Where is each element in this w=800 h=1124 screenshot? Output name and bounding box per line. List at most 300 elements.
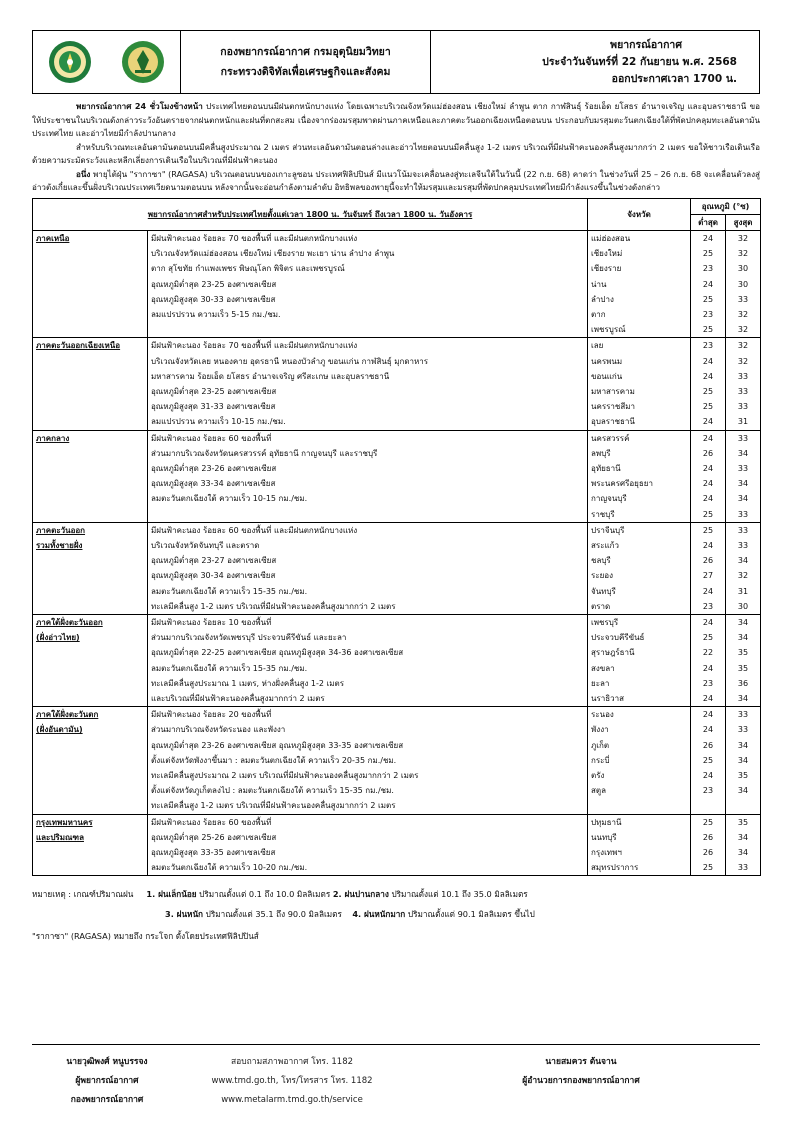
region-name: [33, 584, 148, 599]
temp-min: 22: [691, 645, 726, 660]
temp-min: 24: [691, 277, 726, 292]
region-name: ภาคใต้ฝั่งตะวันตก: [33, 707, 148, 723]
forecaster-role: ผู้พยากรณ์อากาศ: [75, 1076, 139, 1086]
province-name: ตรัง: [588, 768, 691, 783]
province-name: น่าน: [588, 277, 691, 292]
temp-min: 27: [691, 568, 726, 583]
table-row: [33, 599, 761, 615]
province-name: สมุทรปราการ: [588, 860, 691, 876]
province-name: เชียงใหม่: [588, 246, 691, 261]
temp-min: 25: [691, 246, 726, 261]
director-name: นายสมควร ต้นจาน: [545, 1057, 617, 1067]
temp-max: 30: [726, 261, 761, 276]
table-row: [33, 507, 761, 523]
table-row: [33, 277, 761, 292]
region-name: ภาคกลาง: [33, 430, 148, 446]
forecast-title-block: [431, 31, 759, 93]
region-forecast-line: บริเวณจังหวัดจันทบุรี และตราด: [148, 538, 588, 553]
temp-max: 33: [726, 538, 761, 553]
criteria-1-value: ปริมาณตั้งแต่ 0.1 ถึง 10.0 มิลลิเมตร: [196, 889, 333, 900]
temp-min: 24: [691, 461, 726, 476]
contact-info: [182, 1045, 402, 1116]
region-forecast-line: อุณหภูมิสูงสุด 30-34 องศาเซลเซียส: [148, 568, 588, 583]
table-row: [33, 261, 761, 276]
table-row: [33, 384, 761, 399]
notes-label: หมายเหตุ : เกณฑ์ปริมาณฝน: [32, 889, 134, 900]
temp-max: 34: [726, 614, 761, 630]
region-name: [33, 307, 148, 322]
region-forecast-line: บริเวณจังหวัดแม่ฮ่องสอน เชียงใหม่ เชียงราย พะเยา น่าน ลำปาง ลำพูน: [148, 246, 588, 261]
table-row: [33, 414, 761, 430]
temp-max: 33: [726, 860, 761, 876]
province-name: เพชรบูรณ์: [588, 322, 691, 338]
forecaster-signature: [32, 1045, 182, 1116]
table-row: [33, 491, 761, 506]
region-forecast-line: และบริเวณที่มีฝนฟ้าคะนองคลื่นสูงมากกว่า 2 เมตร: [148, 691, 588, 707]
table-row: [33, 860, 761, 876]
summary-note-lead: อนึ่ง: [76, 168, 91, 179]
region-name: ภาคตะวันออกเฉียงเหนือ: [33, 338, 148, 354]
region-forecast-line: มีฝนฟ้าคะนอง ร้อยละ 60 ของพื้นที่: [148, 430, 588, 446]
region-forecast-line: อุณหภูมิต่ำสุด 25-26 องศาเซลเซียส: [148, 830, 588, 845]
temp-min: 24: [691, 768, 726, 783]
province-name: อุบลราชธานี: [588, 414, 691, 430]
province-name: นครพนม: [588, 354, 691, 369]
table-row: [33, 798, 761, 814]
region-forecast-line: [148, 507, 588, 523]
summary-paragraph-3: [32, 168, 760, 195]
province-name: จันทบุรี: [588, 584, 691, 599]
province-name: ระนอง: [588, 707, 691, 723]
region-forecast-line: บริเวณจังหวัดเลย หนองคาย อุดรธานี หนองบัวลำภู ขอนแก่น กาฬสินธุ์ มุกดาหาร: [148, 354, 588, 369]
region-name: และปริมณฑล: [33, 830, 148, 845]
temp-max: 34: [726, 738, 761, 753]
table-row: [33, 430, 761, 446]
region-forecast-line: ลมตะวันตกเฉียงใต้ ความเร็ว 10-15 กม./ชม.: [148, 491, 588, 506]
province-name: กาญจนบุรี: [588, 491, 691, 506]
region-forecast-line: มีฝนฟ้าคะนอง ร้อยละ 60 ของพื้นที่ และมีฝนตกหนักบางแห่ง: [148, 522, 588, 538]
summary-text-3: พายุไต้ฝุ่น "รากาซา" (RAGASA) บริเวณตอนบนของเกาะลูซอน ประเทศฟิลิปปินส์ มีแนวโน้มจะเคลื่อนลงสู่ทะเลจีนใต้ในวันนี้ (22 ก.ย. 68) คาดว่า ในช่วงวันที่ 25 – 26 ก.ย. 68 จะเคลื่อนตัวลงสู่อ่าวตังเกี๋ยและขึ้นฝั่งบริเวณประเทศเวียดนามตอนบน หลังจากนั้นจะอ่อนกำลังตามลำดับ อิทธิพลของพายุนี้จะทำให้มรสุมและมรสุมที่พัดปกคลุมประเทศไทยมีกำลังแรงขึ้นในช่วงดังกล่าว: [32, 168, 760, 192]
province-name: สุราษฎร์ธานี: [588, 645, 691, 660]
table-row: [33, 538, 761, 553]
table-row: [33, 292, 761, 307]
region-name: รวมทั้งชายฝั่ง: [33, 538, 148, 553]
temp-min: 24: [691, 476, 726, 491]
region-name: [33, 322, 148, 338]
table-row: [33, 307, 761, 322]
table-row: [33, 722, 761, 737]
footer: [32, 1044, 760, 1116]
temp-max: 34: [726, 783, 761, 798]
table-row: [33, 322, 761, 338]
province-name: นครราชสีมา: [588, 399, 691, 414]
summary-paragraph-1: [32, 100, 760, 141]
temp-max: 32: [726, 568, 761, 583]
province-name: ราชบุรี: [588, 507, 691, 523]
region-name: [33, 661, 148, 676]
storm-name-note: "รากาซา" (RAGASA) หมายถึง กระโจก ตั้งโดยประเทศฟิลิปปินส์: [32, 931, 259, 942]
region-forecast-line: ตั้งแต่จังหวัดภูเก็ตลงไป : ลมตะวันตกเฉียงใต้ ความเร็ว 15-35 กม./ชม.: [148, 783, 588, 798]
temp-max: 33: [726, 384, 761, 399]
temp-max: 30: [726, 277, 761, 292]
province-name: ยะลา: [588, 676, 691, 691]
table-header-main: พยากรณ์อากาศสำหรับประเทศไทยตั้งแต่เวลา 1800 น. วันจันทร์ ถึงเวลา 1800 น. วันอังคาร: [33, 198, 588, 230]
table-row: [33, 553, 761, 568]
region-name: [33, 599, 148, 615]
issued-time: ออกประกาศเวลา 1700 น.: [611, 72, 737, 85]
region-forecast-line: ลมตะวันตกเฉียงใต้ ความเร็ว 15-35 กม./ชม.: [148, 661, 588, 676]
temp-min: 24: [691, 661, 726, 676]
table-header-max: สูงสุด: [726, 214, 761, 230]
temp-max: 34: [726, 476, 761, 491]
table-row: [33, 230, 761, 246]
temp-min: 24: [691, 414, 726, 430]
province-name: ตราด: [588, 599, 691, 615]
temp-max: 34: [726, 830, 761, 845]
temp-min: 25: [691, 292, 726, 307]
temp-max: 35: [726, 661, 761, 676]
criteria-1-key: 1. ฝนเล็กน้อย: [146, 889, 197, 900]
contact-website[interactable]: www.tmd.go.th, โทร/โทรสาร โทร. 1182: [211, 1076, 373, 1086]
temp-min: 25: [691, 860, 726, 876]
temp-min: 23: [691, 783, 726, 798]
region-name: [33, 476, 148, 491]
region-forecast-line: ส่วนมากบริเวณจังหวัดระนอง และพังงา: [148, 722, 588, 737]
region-forecast-line: มีฝนฟ้าคะนอง ร้อยละ 70 ของพื้นที่ และมีฝนตกหนักบางแห่ง: [148, 230, 588, 246]
temp-max: 31: [726, 414, 761, 430]
region-name: [33, 292, 148, 307]
province-name: ตาก: [588, 307, 691, 322]
temp-max: 32: [726, 322, 761, 338]
table-row: [33, 338, 761, 354]
region-forecast-line: อุณหภูมิสูงสุด 30-33 องศาเซลเซียส: [148, 292, 588, 307]
region-forecast-line: อุณหภูมิต่ำสุด 23-26 องศาเซลเซียส: [148, 461, 588, 476]
region-name: ภาคตะวันออก: [33, 522, 148, 538]
region-name: [33, 768, 148, 783]
region-forecast-line: มีฝนฟ้าคะนอง ร้อยละ 10 ของพื้นที่: [148, 614, 588, 630]
temp-max: [726, 798, 761, 814]
region-forecast-line: ลมแปรปรวน ความเร็ว 5-15 กม./ชม.: [148, 307, 588, 322]
temp-min: 24: [691, 230, 726, 246]
temp-max: 31: [726, 584, 761, 599]
temp-min: 24: [691, 491, 726, 506]
temp-max: 32: [726, 307, 761, 322]
region-name: [33, 507, 148, 523]
temp-max: 33: [726, 430, 761, 446]
temp-max: 32: [726, 246, 761, 261]
region-name: [33, 798, 148, 814]
temp-max: 34: [726, 630, 761, 645]
logos: [33, 31, 181, 93]
temp-min: [691, 798, 726, 814]
region-name: [33, 738, 148, 753]
region-name: [33, 446, 148, 461]
temp-min: 25: [691, 753, 726, 768]
province-name: นราธิวาส: [588, 691, 691, 707]
table-header-province: จังหวัด: [588, 198, 691, 230]
temp-min: 25: [691, 630, 726, 645]
region-name: ภาคใต้ฝั่งตะวันออก: [33, 614, 148, 630]
table-row: [33, 845, 761, 860]
department-line-1: กองพยากรณ์อากาศ กรมอุตุนิยมวิทยา: [220, 46, 391, 58]
temp-min: 26: [691, 845, 726, 860]
table-header-min: ต่ำสุด: [691, 214, 726, 230]
temp-max: 33: [726, 399, 761, 414]
province-name: นครสวรรค์: [588, 430, 691, 446]
department: [181, 31, 431, 93]
table-body: [33, 230, 761, 876]
region-name: [33, 568, 148, 583]
temp-min: 26: [691, 446, 726, 461]
table-row: [33, 707, 761, 723]
region-name: [33, 277, 148, 292]
province-name: กระบี่: [588, 753, 691, 768]
temp-max: 34: [726, 446, 761, 461]
region-name: [33, 399, 148, 414]
table-row: [33, 676, 761, 691]
region-forecast-line: ลมตะวันตกเฉียงใต้ ความเร็ว 15-35 กม./ชม.: [148, 584, 588, 599]
temp-min: 24: [691, 584, 726, 599]
temp-min: 23: [691, 307, 726, 322]
region-name: [33, 691, 148, 707]
department-line-2: กระทรวงดิจิทัลเพื่อเศรษฐกิจและสังคม: [220, 66, 391, 78]
region-name: [33, 645, 148, 660]
region-name: [33, 753, 148, 768]
province-name: ภูเก็ต: [588, 738, 691, 753]
temp-max: 33: [726, 369, 761, 384]
temp-min: 24: [691, 614, 726, 630]
summary: [32, 100, 760, 195]
table-row: [33, 522, 761, 538]
forecaster-department: กองพยากรณ์อากาศ: [70, 1095, 144, 1105]
table-header-temperature: อุณหภูมิ (°ซ): [691, 198, 761, 214]
region-name: [33, 845, 148, 860]
region-forecast-line: ทะเลมีคลื่นสูงประมาณ 1 เมตร, ห่างฝั่งคลื่นสูง 1-2 เมตร: [148, 676, 588, 691]
criteria-3-key: 3. ฝนหนัก: [165, 909, 204, 920]
province-name: ลำปาง: [588, 292, 691, 307]
region-forecast-line: ตาก สุโขทัย กำแพงเพชร พิษณุโลก พิจิตร และเพชรบูรณ์: [148, 261, 588, 276]
temp-min: 24: [691, 691, 726, 707]
forecaster-name: นายวุฒิพงศ์ หนูบรรจง: [66, 1057, 148, 1067]
region-forecast-line: ส่วนมากบริเวณจังหวัดเพชรบุรี ประจวบคีรีขันธ์ และยะลา: [148, 630, 588, 645]
temp-min: 25: [691, 507, 726, 523]
table-row: [33, 614, 761, 630]
summary-lead: พยากรณ์อากาศ 24 ชั่วโมงข้างหน้า: [76, 101, 203, 111]
temp-min: 25: [691, 322, 726, 338]
region-forecast-line: อุณหภูมิต่ำสุด 22-25 องศาเซลเซียส อุณหภูมิสูงสุด 34-36 องศาเซลเซียส: [148, 645, 588, 660]
temp-min: 24: [691, 538, 726, 553]
province-name: เลย: [588, 338, 691, 354]
temp-max: 33: [726, 722, 761, 737]
region-forecast-line: ทะเลมีคลื่นสูงประมาณ 2 เมตร บริเวณที่มีฝนฟ้าคะนองคลื่นสูงมากกว่า 2 เมตร: [148, 768, 588, 783]
region-forecast-line: มหาสารคาม ร้อยเอ็ด ยโสธร อำนาจเจริญ ศรีสะเกษ และอุบลราชธานี: [148, 369, 588, 384]
table-row: [33, 354, 761, 369]
region-forecast-line: อุณหภูมิต่ำสุด 23-27 องศาเซลเซียส: [148, 553, 588, 568]
temp-max: 33: [726, 461, 761, 476]
temp-max: 30: [726, 599, 761, 615]
region-forecast-line: ส่วนมากบริเวณจังหวัดนครสวรรค์ อุทัยธานี กาญจนบุรี และราชบุรี: [148, 446, 588, 461]
table-row: [33, 753, 761, 768]
director-role: ผู้อำนวยการกองพยากรณ์อากาศ: [522, 1076, 640, 1086]
region-name: (ฝั่งอ่าวไทย): [33, 630, 148, 645]
criteria-2-key: 2. ฝนปานกลาง: [332, 889, 389, 900]
criteria-4-value: ปริมาณตั้งแต่ 90.1 มิลลิเมตร ขึ้นไป: [405, 909, 535, 920]
temp-max: 33: [726, 507, 761, 523]
province-name: สงขลา: [588, 661, 691, 676]
region-name: (ฝั่งอันดามัน): [33, 722, 148, 737]
summary-text-2: สำหรับบริเวณทะเลอันดามันตอนบนมีคลื่นสูงประมาณ 2 เมตร ส่วนทะเลอันดามันตอนล่างและอ่าวไทยตอนบนมีคลื่นสูง 1-2 เมตร บริเวณที่มีฝนฟ้าคะนองคลื่นสูงมากกว่า 2 เมตร ขอให้ชาวเรือเดินเรือด้วยความระมัดระวังและหลีกเลี่ยงการเดินเรือในบริเวณที่มีฝนฟ้าคะนอง: [32, 141, 760, 165]
temp-max: 32: [726, 354, 761, 369]
region-name: [33, 783, 148, 798]
region-name: [33, 246, 148, 261]
region-forecast-line: มีฝนฟ้าคะนอง ร้อยละ 60 ของพื้นที่: [148, 814, 588, 830]
region-forecast-line: [148, 322, 588, 338]
province-name: พระนครศรีอยุธยา: [588, 476, 691, 491]
region-name: [33, 553, 148, 568]
table-row: [33, 661, 761, 676]
temp-min: 23: [691, 676, 726, 691]
criteria-3-value: ปริมาณตั้งแต่ 35.1 ถึง 90.0 มิลลิเมตร: [203, 909, 342, 920]
region-forecast-line: ลมแปรปรวน ความเร็ว 10-15 กม./ชม.: [148, 414, 588, 430]
summary-paragraph-2: [32, 141, 760, 168]
temp-max: 34: [726, 845, 761, 860]
region-name: [33, 491, 148, 506]
table-row: [33, 738, 761, 753]
contact-service-url[interactable]: www.metalarm.tmd.go.th/service: [221, 1095, 363, 1105]
forecast-page: [32, 30, 760, 946]
table-row: [33, 369, 761, 384]
region-forecast-line: อุณหภูมิสูงสุด 31-33 องศาเซลเซียส: [148, 399, 588, 414]
temp-min: 26: [691, 553, 726, 568]
region-forecast-line: มีฝนฟ้าคะนอง ร้อยละ 20 ของพื้นที่: [148, 707, 588, 723]
temp-min: 26: [691, 738, 726, 753]
forecast-date: ประจำวันจันทร์ที่ 22 กันยายน พ.ศ. 2568: [542, 55, 737, 68]
province-name: มหาสารคาม: [588, 384, 691, 399]
region-forecast-line: อุณหภูมิสูงสุด 33-35 องศาเซลเซียส: [148, 845, 588, 860]
forecast-table: [32, 198, 761, 877]
temp-min: 24: [691, 430, 726, 446]
criteria-4-key: 4. ฝนหนักมาก: [352, 909, 406, 920]
table-row: [33, 461, 761, 476]
temp-max: 35: [726, 645, 761, 660]
temp-max: 36: [726, 676, 761, 691]
table-row: [33, 568, 761, 583]
region-forecast-line: ทะเลมีคลื่นสูง 1-2 เมตร บริเวณที่มีฝนฟ้าคะนองคลื่นสูงมากกว่า 2 เมตร: [148, 599, 588, 615]
province-name: ระยอง: [588, 568, 691, 583]
table-row: [33, 476, 761, 491]
temp-min: 25: [691, 384, 726, 399]
table-row: [33, 399, 761, 414]
director-signature: [402, 1045, 760, 1116]
region-forecast-line: มีฝนฟ้าคะนอง ร้อยละ 70 ของพื้นที่ และมีฝนตกหนักบางแห่ง: [148, 338, 588, 354]
temp-max: 33: [726, 707, 761, 723]
mdes-logo-icon: [121, 40, 165, 84]
region-name: [33, 261, 148, 276]
region-forecast-line: อุณหภูมิต่ำสุด 23-25 องศาเซลเซียส: [148, 384, 588, 399]
region-name: [33, 384, 148, 399]
region-name: [33, 860, 148, 876]
table-row: [33, 768, 761, 783]
region-name: กรุงเทพมหานคร: [33, 814, 148, 830]
province-name: เพชรบุรี: [588, 614, 691, 630]
region-name: [33, 461, 148, 476]
temp-max: 35: [726, 814, 761, 830]
temp-max: 35: [726, 768, 761, 783]
region-forecast-line: ทะเลมีคลื่นสูง 1-2 เมตร บริเวณที่มีฝนฟ้าคะนองคลื่นสูงมากกว่า 2 เมตร: [148, 798, 588, 814]
forecast-title: พยากรณ์อากาศ: [610, 38, 682, 51]
temp-min: 24: [691, 707, 726, 723]
temp-max: 32: [726, 338, 761, 354]
region-name: [33, 414, 148, 430]
temp-max: 33: [726, 292, 761, 307]
region-forecast-line: อุณหภูมิต่ำสุด 23-26 องศาเซลเซียส อุณหภูมิสูงสุด 33-35 องศาเซลเซียส: [148, 738, 588, 753]
province-name: อุทัยธานี: [588, 461, 691, 476]
province-name: ลพบุรี: [588, 446, 691, 461]
table-row: [33, 645, 761, 660]
temp-max: 32: [726, 230, 761, 246]
temp-min: 24: [691, 369, 726, 384]
region-forecast-line: อุณหภูมิต่ำสุด 23-25 องศาเซลเซียส: [148, 277, 588, 292]
province-name: สระแก้ว: [588, 538, 691, 553]
province-name: สตูล: [588, 783, 691, 798]
temp-max: 34: [726, 553, 761, 568]
table-row: [33, 630, 761, 645]
province-name: ขอนแก่น: [588, 369, 691, 384]
temp-max: 33: [726, 522, 761, 538]
rain-criteria-notes: [32, 884, 760, 946]
table-row: [33, 584, 761, 599]
table-row: [33, 783, 761, 798]
region-name: [33, 354, 148, 369]
province-name: ประจวบคีรีขันธ์: [588, 630, 691, 645]
region-forecast-line: ลมตะวันตกเฉียงใต้ ความเร็ว 10-20 กม./ชม.: [148, 860, 588, 876]
table-row: [33, 814, 761, 830]
temp-min: 26: [691, 830, 726, 845]
region-forecast-line: ตั้งแต่จังหวัดพังงาขึ้นมา : ลมตะวันตกเฉียงใต้ ความเร็ว 20-35 กม./ชม.: [148, 753, 588, 768]
temp-min: 23: [691, 338, 726, 354]
temp-min: 24: [691, 722, 726, 737]
province-name: กรุงเทพฯ: [588, 845, 691, 860]
region-name: [33, 369, 148, 384]
province-name: ปทุมธานี: [588, 814, 691, 830]
table-row: [33, 691, 761, 707]
summary-text-1: ประเทศไทยตอนบนมีฝนตกหนักบางแห่ง โดยเฉพาะบริเวณจังหวัดแม่ฮ่องสอน เชียงใหม่ ลำพูน ตาก กาฬสินธุ์ ร้อยเอ็ด ยโสธร อำนาจเจริญ และอุบลราชธานี ขอให้ประชาชนในบริเวณดังกล่าวระวังอันตรายจากฝนตกหนักและฝนที่ตกสะสม เนื่องจากร่องมรสุมพาดผ่านภาคเหนือและภาคตะวันออกเฉียงเหนือตอนบน ประกอบกับมรสุมตะวันตกเฉียงใต้ที่พัดปกคลุมทะเลอันดามัน ประเทศไทย และอ่าวไทยมีกำลังปานกลาง: [32, 101, 761, 138]
table-row: [33, 446, 761, 461]
province-name: เชียงราย: [588, 261, 691, 276]
temp-max: 34: [726, 491, 761, 506]
temp-min: 25: [691, 399, 726, 414]
notes-line-2: [32, 904, 760, 924]
header: [32, 30, 760, 94]
region-name: [33, 676, 148, 691]
region-name: ภาคเหนือ: [33, 230, 148, 246]
tmd-logo-icon: [48, 40, 92, 84]
province-name: พังงา: [588, 722, 691, 737]
contact-phone: สอบถามสภาพอากาศ โทร. 1182: [230, 1057, 354, 1067]
temp-min: 24: [691, 354, 726, 369]
temp-max: 34: [726, 753, 761, 768]
temp-min: 23: [691, 599, 726, 615]
province-name: ปราจีนบุรี: [588, 522, 691, 538]
table-row: [33, 246, 761, 261]
temp-min: 23: [691, 261, 726, 276]
temp-max: 34: [726, 691, 761, 707]
table-row: [33, 830, 761, 845]
region-forecast-line: อุณหภูมิสูงสุด 33-34 องศาเซลเซียส: [148, 476, 588, 491]
temp-min: 25: [691, 814, 726, 830]
province-name: นนทบุรี: [588, 830, 691, 845]
province-name: ชลบุรี: [588, 553, 691, 568]
